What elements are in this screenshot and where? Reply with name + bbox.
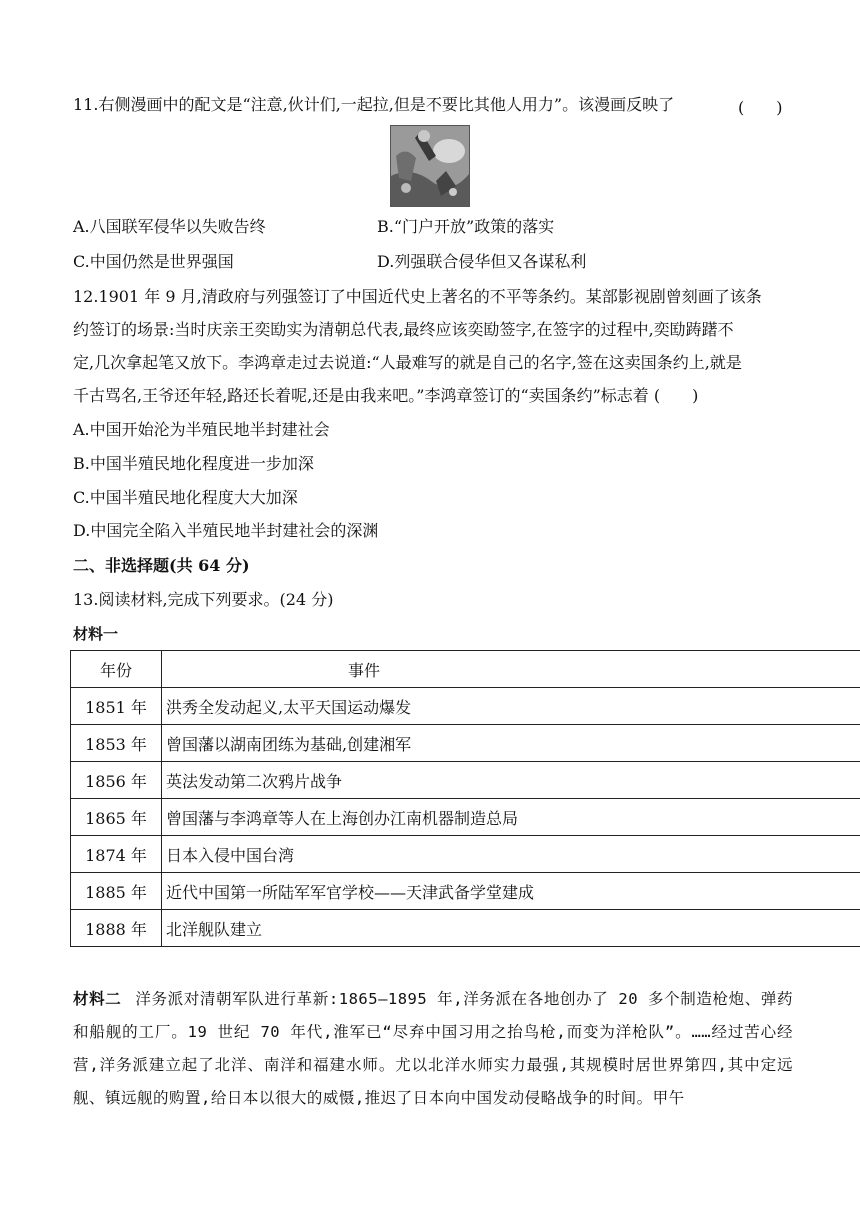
table-header-row — [71, 651, 860, 688]
table-row — [71, 762, 860, 799]
material-1-label: 材料一 — [73, 625, 119, 643]
table-row — [71, 725, 860, 762]
material-2-paragraph — [73, 983, 793, 1115]
q12-option-b: B.中国半殖民地化程度进一步加深 — [73, 454, 314, 473]
event-cell: 曾国藩与李鸿章等人在上海创办江南机器制造总局 — [162, 799, 860, 836]
q12-option-d: D.中国完全陷入半殖民地半封建社会的深渊 — [73, 521, 379, 540]
table-row — [71, 688, 860, 725]
q12-line-2: 约签订的场景:当时庆亲王奕劻实为清朝总代表,最终应该奕劻签字,在签字的过程中,奕劻踌躇不 — [73, 320, 734, 339]
q11-option-c: C.中国仍然是世界强国 — [73, 252, 234, 271]
q11-option-d: D.列强联合侵华但又各谋私利 — [377, 252, 587, 271]
table-row — [71, 910, 860, 947]
events-table — [70, 650, 860, 947]
cartoon-image — [390, 125, 470, 207]
year-cell: 1885 年 — [71, 873, 162, 910]
year-cell: 1874 年 — [71, 836, 162, 873]
cartoon-illustration — [391, 126, 469, 206]
year-cell: 1851 年 — [71, 688, 162, 725]
q11-answer-paren: ( ) — [738, 98, 783, 117]
event-cell: 近代中国第一所陆军军官学校——天津武备学堂建成 — [162, 873, 860, 910]
event-cell: 英法发动第二次鸦片战争 — [162, 762, 860, 799]
event-cell: 洪秀全发动起义,太平天国运动爆发 — [162, 688, 860, 725]
table-row — [71, 873, 860, 910]
q13-stem: 13.阅读材料,完成下列要求。(24 分) — [73, 590, 334, 609]
event-cell: 北洋舰队建立 — [162, 910, 860, 947]
q12-line-4: 千古骂名,王爷还年轻,路还长着呢,还是由我来吧。”李鸿章签订的“卖国条约”标志着 ( ) — [73, 386, 699, 405]
year-cell: 1853 年 — [71, 725, 162, 762]
year-cell: 1865 年 — [71, 799, 162, 836]
table-row — [71, 836, 860, 873]
q12-option-a: A.中国开始沦为半殖民地半封建社会 — [73, 420, 330, 439]
q12-line-3: 定,几次拿起笔又放下。李鸿章走过去说道:“人最难写的就是自己的名字,签在这卖国条约上,就是 — [73, 353, 742, 372]
q11-option-b: B.“门户开放”政策的落实 — [377, 217, 555, 236]
year-cell: 1888 年 — [71, 910, 162, 947]
material-2-text: 洋务派对清朝军队进行革新:1865—1895 年,洋务派在各地创办了 20 多个制造枪炮、弹药和船舰的工厂。19 世纪 70 年代,淮军已“尽弃中国习用之抬鸟枪,而变为洋枪队”。……经过苦心经营,洋务派建立起了北洋、南洋和福建水师。尤以北洋水师实力最强,其规模时居世界第四,其中定远舰、镇远舰的购置,给日本以很大的威慑,推迟了日本向中国发动侵略战争的时间。甲午 — [73, 990, 793, 1107]
section-2-heading: 二、非选择题(共 64 分) — [73, 556, 250, 575]
table-row — [71, 799, 860, 836]
q11-stem: 11.右侧漫画中的配文是“注意,伙计们,一起拉,但是不要比其他人用力”。该漫画反映了 — [73, 95, 675, 114]
header-event: 事件 — [162, 651, 860, 688]
q11-option-a: A.八国联军侵华以失败告终 — [73, 217, 266, 236]
q12-line-1: 12.1901 年 9 月,清政府与列强签订了中国近代史上著名的不平等条约。某部影视剧曾刻画了该条 — [73, 287, 762, 306]
q12-option-c: C.中国半殖民地化程度大大加深 — [73, 488, 298, 507]
material-2-label: 材料二 — [73, 990, 122, 1008]
event-cell: 曾国藩以湖南团练为基础,创建湘军 — [162, 725, 860, 762]
header-year: 年份 — [71, 651, 162, 688]
event-cell: 日本入侵中国台湾 — [162, 836, 860, 873]
year-cell: 1856 年 — [71, 762, 162, 799]
